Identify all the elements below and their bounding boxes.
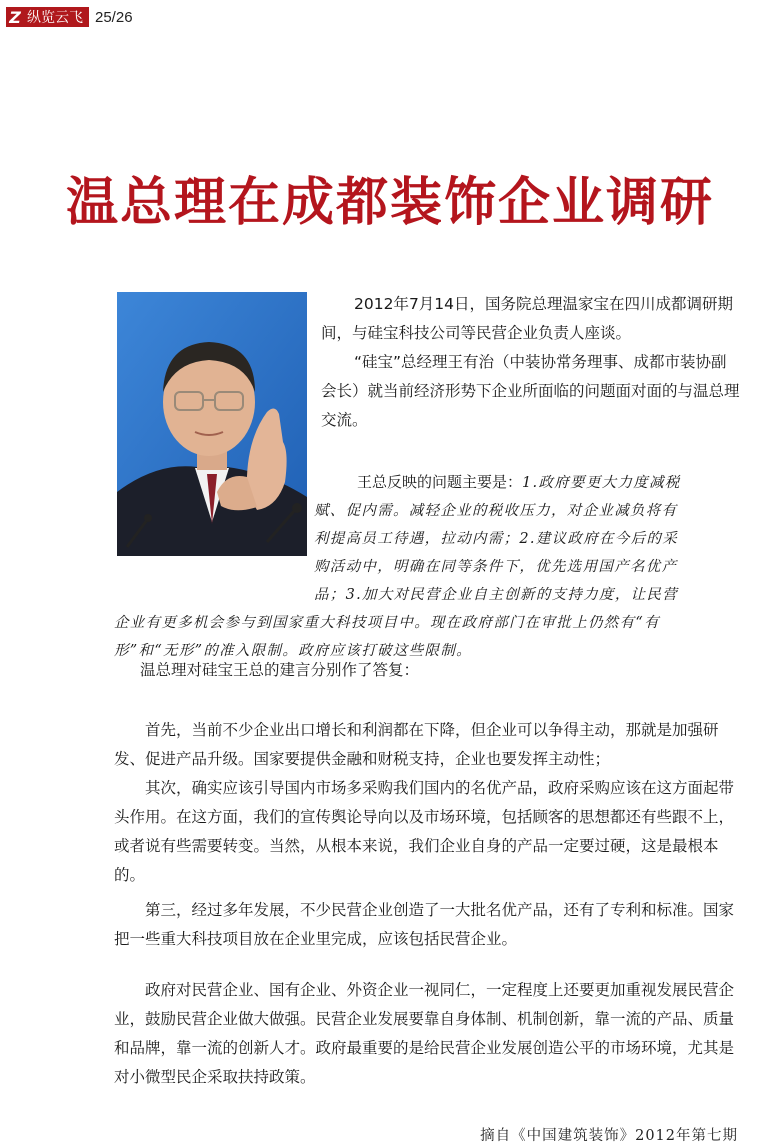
source-citation: 摘自《中国建筑装饰》2012年第七期 [480, 1128, 738, 1144]
issues-line: 形”和“无形”的准入限制。政府应该打破这些限制。 [114, 643, 472, 659]
top-bar [6, 6, 133, 28]
reply-paragraph-3: 第三，经过多年发展，不少民营企业创造了一大批名优产品，还有了专利和标准。国家把一些重大科技项目放在企业里完成，应该包括民营企业。 [114, 901, 735, 948]
issues-lead: 王总反映的问题主要是： [357, 473, 523, 491]
issues-line: 赋、促内需。减轻企业的税收压力，对企业减负将有 [314, 503, 678, 519]
logo-icon: Z [6, 7, 24, 27]
page-number: 25/26 [95, 8, 133, 26]
article-title: 温总理在成都装饰企业调研 [65, 173, 714, 233]
intro-paragraph-1: 2012年7月14日，国务院总理温家宝在四川成都调研期间，与硅宝科技公司等民营企业负责人座谈。 [321, 295, 734, 342]
issues-line: 利提高员工待遇，拉动内需；2.建议政府在今后的采 [314, 531, 679, 547]
issues-paragraph [114, 468, 744, 665]
reply-paragraph-2: 其次，确实应该引导国内市场多采购我们国内的名优产品，政府采购应该在这方面起带头作用。在这方面，我们的宣传舆论导向以及市场环境，包括顾客的思想都还有些跟不上，或者说有些需要转变。当然，从根本来说，我们企业自身的产品一定要过硬，这是最根本的。 [114, 779, 735, 884]
closing-paragraph: 政府对民营企业、国有企业、外资企业一视同仁，一定程度上还要更加重视发展民营企业，鼓励民营企业做大做强。民营企业发展要靠自身体制、机制创新，靠一流的产品、质量和品牌，靠一流的创新人才。政府最重要的是给民营企业发展创造公平的市场环境，尤其是对小微型民企采取扶持政策。 [114, 981, 735, 1086]
issues-line: 企业有更多机会参与到国家重大科技项目中。现在政府部门在审批上仍然有“有 [114, 615, 660, 631]
issues-line: 王总反映的问题主要是：1.政府要更大力度减税 [357, 473, 681, 491]
logo-text: 纵览云飞 [24, 7, 89, 27]
intro-paragraph-2: “硅宝”总经理王有治（中装协常务理事、成都市装协副会长）就当前经济形势下企业所面临的问题面对面的与温总理交流。 [321, 353, 740, 429]
issues-line: 品；3.加大对民营企业自主创新的支持力度，让民营 [314, 587, 679, 603]
issues-line: 购活动中，明确在同等条件下，优先选用国产名优产 [314, 559, 678, 575]
reply-heading: 温总理对硅宝王总的建言分别作了答复： [140, 661, 420, 679]
reply-paragraph-1: 首先，当前不少企业出口增长和利润都在下降，但企业可以争得主动，那就是加强研发、促进产品升级。国家要提供金融和财税支持，企业也要发挥主动性； [114, 721, 719, 768]
